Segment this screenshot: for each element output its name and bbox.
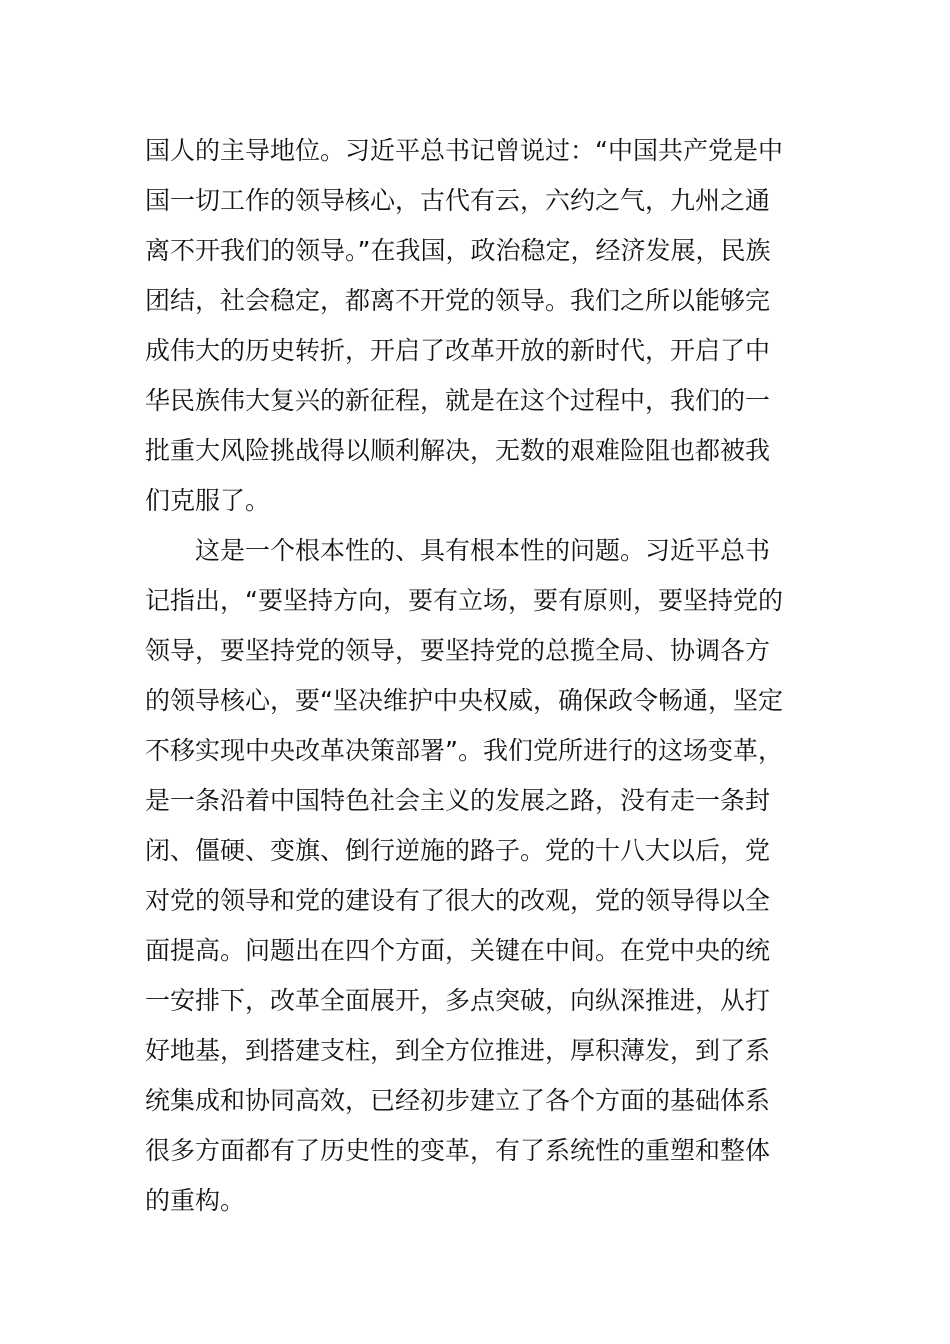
text-line: 对党的领导和党的建设有了很大的改观，党的领导得以全 (145, 886, 771, 915)
paragraph-1 (145, 126, 815, 526)
text-line: 很多方面都有了历史性的变革，有了系统性的重塑和整体 (145, 1136, 771, 1165)
text-line: 这是一个根本性的、具有根本性的问题。习近平总书 (145, 536, 771, 565)
text-line: 是一条沿着中国特色社会主义的发展之路，没有走一条封 (145, 786, 771, 815)
text-line: 不移实现中央改革决策部署”。我们党所进行的这场变革， (145, 736, 783, 765)
text-line: 面提高。问题出在四个方面，关键在中间。在党中央的统 (145, 936, 771, 965)
text-line: 记指出，“要坚持方向，要有立场，要有原则，要坚持党的 (145, 586, 783, 615)
text-line: 批重大风险挑战得以顺利解决，无数的艰难险阻也都被我 (145, 436, 771, 465)
text-line: 统集成和协同高效，已经初步建立了各个方面的基础体系 (145, 1086, 771, 1115)
text-line: 领导，要坚持党的领导，要坚持党的总揽全局、协调各方 (145, 636, 771, 665)
text-line: 一安排下，改革全面展开，多点突破，向纵深推进，从打 (145, 986, 771, 1015)
text-line: 好地基，到搭建支柱，到全方位推进，厚积薄发，到了系 (145, 1036, 771, 1065)
text-line: 国一切工作的领导核心，古代有云，六约之气，九州之通 (145, 186, 771, 215)
text-line: 闭、僵硬、变旗、倒行逆施的路子。党的十八大以后，党 (145, 836, 771, 865)
text-line: 的领导核心，要“坚决维护中央权威，确保政令畅通，坚定 (145, 686, 783, 715)
text-line: 的重构。 (145, 1186, 246, 1215)
text-line: 成伟大的历史转折，开启了改革开放的新时代，开启了中 (145, 336, 771, 365)
text-line: 离不开我们的领导。”在我国，政治稳定，经济发展，民族 (145, 236, 771, 265)
text-line: 们克服了。 (145, 486, 271, 515)
text-line: 团结，社会稳定，都离不开党的领导。我们之所以能够完 (145, 286, 771, 315)
paragraph-2 (145, 526, 815, 1226)
text-line: 华民族伟大复兴的新征程，就是在这个过程中，我们的一 (145, 386, 771, 415)
text-line: 国人的主导地位。习近平总书记曾说过：“中国共产党是中 (145, 136, 783, 165)
